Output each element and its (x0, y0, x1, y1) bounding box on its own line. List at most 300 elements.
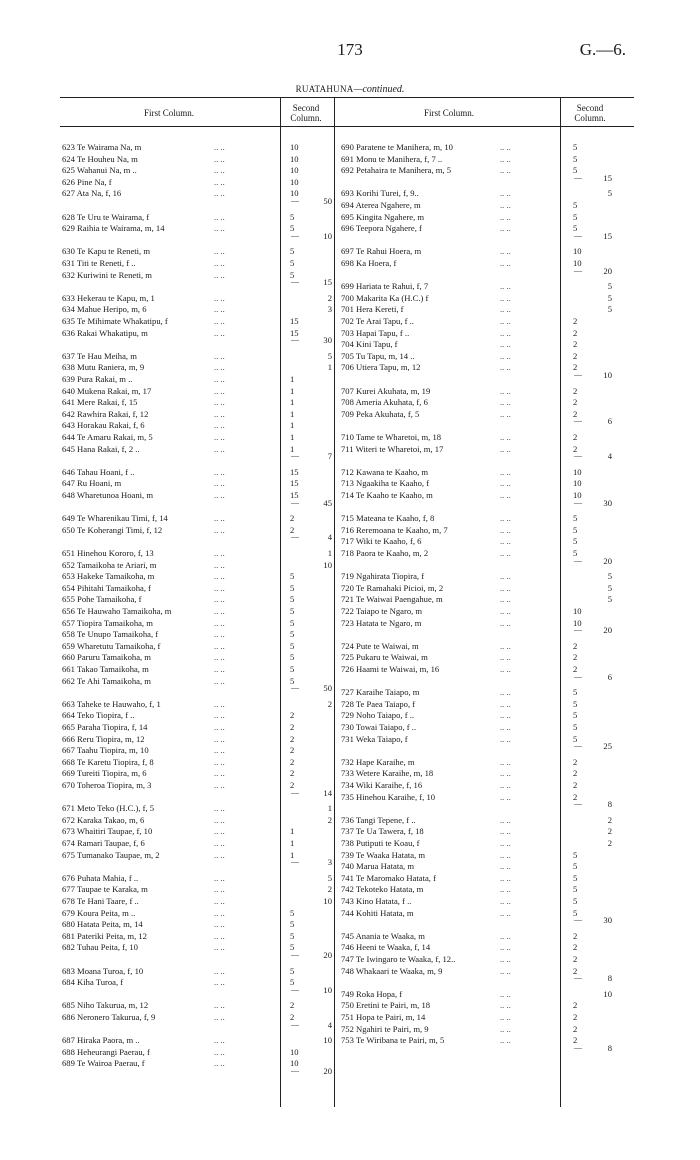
entry-number: 684 (62, 977, 75, 988)
entry-name (341, 837, 420, 849)
ledger-row (62, 825, 332, 837)
leader-dots: .. .. (500, 142, 511, 152)
entry-text: Titi te Reneti, f .. (76, 258, 136, 268)
second-column-value: 2 (573, 942, 578, 953)
second-column-value: 1 (290, 420, 295, 431)
leader-dots: .. .. (214, 710, 225, 721)
entry-text: Te Ua Tawera, f, 18 (355, 826, 424, 837)
single-total: 2 (607, 814, 612, 825)
entry-text: Pura Rakai, m .. (77, 374, 133, 384)
entry-text: Paratene te Manihera, m, 10 (356, 142, 453, 152)
entry-number: 737 (341, 826, 354, 837)
total-bar: — (574, 497, 582, 507)
entry-name (62, 895, 139, 907)
ledger-row (341, 199, 623, 211)
entry-text: Te Uru te Wairama, f (76, 211, 150, 222)
ledger-row (341, 953, 623, 965)
entry-number: 719 (341, 571, 354, 582)
entry-text: Ngaakiha te Kaaho, f (356, 478, 430, 489)
entry-text: Ramari Taupae, f, 6 (77, 838, 145, 848)
entry-number: 655 (62, 594, 75, 605)
single-total: 2 (327, 698, 332, 709)
ledger-row (62, 466, 332, 478)
entry-number: 648 (62, 490, 75, 500)
entry-text: Tamaikoha te Ariari, m (76, 559, 157, 570)
group-total: 8 (607, 799, 612, 810)
entry-name (341, 1034, 444, 1046)
entry-text: Kingita Ngahere, m (356, 211, 425, 222)
ledger-row (341, 1023, 623, 1035)
entry-text: Taheke te Hauwaho, f, 1 (76, 698, 161, 709)
ledger-row (341, 837, 623, 849)
second-column-value: 2 (290, 710, 295, 721)
second-column-value: 2 (573, 385, 578, 396)
leader-dots: .. .. (500, 861, 511, 872)
single-total: 1 (327, 548, 332, 558)
page-number: 173 (337, 40, 363, 59)
entry-name (62, 257, 136, 269)
entry-number: 708 (341, 397, 354, 408)
leader-dots: .. .. (500, 930, 511, 941)
ledger-row (62, 628, 332, 640)
ledger-row (341, 698, 623, 710)
total-bar: — (291, 787, 299, 797)
entry-number: 691 (341, 153, 354, 164)
entry-name (62, 582, 151, 594)
entry-number: 637 (62, 350, 75, 361)
ledger-row (341, 988, 623, 1000)
total-bar: — (291, 532, 299, 542)
entry-number: 749 (341, 988, 354, 999)
entry-text: Te Wiribana te Pairi, m, 5 (355, 1035, 445, 1046)
leader-dots: .. .. (500, 1035, 511, 1046)
single-total: 5 (607, 304, 612, 315)
entry-text: Haami te Waiwai, m, 16 (356, 664, 440, 674)
second-column-value: 1 (290, 374, 295, 384)
ledger-row (341, 570, 623, 582)
total-bar: — (574, 625, 582, 635)
entry-text: Te Houheu Na, m (76, 153, 138, 164)
ledger-row (62, 709, 332, 721)
group-total: 30 (323, 335, 332, 346)
second-column-value: 15 (290, 466, 299, 477)
single-total: 10 (323, 896, 332, 906)
entry-number: 631 (62, 258, 75, 268)
leader-dots: .. .. (214, 176, 225, 187)
second-column-value: 10 (290, 1046, 299, 1057)
entry-number: 724 (341, 640, 354, 651)
entry-number: 665 (62, 722, 75, 732)
entry-number: 687 (62, 1035, 75, 1046)
leader-dots: .. .. (214, 188, 225, 199)
entry-text: Tangi Tepene, f .. (355, 814, 416, 825)
entry-text: Koura Peita, m .. (77, 907, 136, 918)
entry-text: Ata Na, f, 16 (76, 188, 122, 199)
entry-text: Hape Karaihe, m (356, 756, 415, 767)
ledger-row (62, 211, 332, 223)
leader-dots: .. .. (214, 1058, 225, 1069)
entry-text: Tureiti Tiopira, m, 6 (76, 768, 147, 779)
entry-number: 695 (341, 211, 354, 222)
entry-name (62, 512, 168, 524)
entry-number: 662 (62, 675, 75, 686)
entry-name (341, 849, 425, 861)
entry-name (341, 408, 419, 420)
group-total: 20 (323, 950, 332, 960)
entry-text: Kohiti Hatata, m (356, 907, 414, 918)
total-bar: — (291, 1066, 299, 1075)
entry-name (341, 477, 429, 489)
leader-dots: .. .. (500, 211, 511, 222)
entry-number: 663 (62, 698, 75, 709)
leader-dots: .. .. (214, 432, 225, 442)
entry-text: Hatata Peita, m, 14 (77, 919, 143, 930)
entry-name (341, 443, 443, 455)
entry-text: Mukena Rakai, m, 17 (77, 385, 152, 396)
entry-name (62, 802, 154, 814)
second-column-value: 10 (573, 258, 582, 268)
leader-dots: .. .. (214, 629, 225, 640)
group-total: 6 (607, 671, 612, 682)
entry-number: 636 (62, 327, 75, 338)
leader-dots: .. .. (500, 687, 511, 698)
ledger-row (62, 153, 332, 165)
entry-name (62, 651, 151, 663)
entry-text: Noho Taiapo, f .. (356, 710, 414, 721)
entry-number: 707 (341, 385, 354, 396)
entry-name (62, 315, 168, 327)
second-column-value: 5 (573, 513, 578, 524)
entry-number: 688 (62, 1046, 75, 1057)
entry-number: 654 (62, 582, 75, 593)
second-column-value: 5 (290, 942, 295, 953)
second-column-value: 2 (573, 362, 578, 373)
leader-dots: .. .. (500, 1000, 511, 1011)
entry-number: 625 (62, 165, 75, 176)
entry-number: 651 (62, 548, 75, 558)
entry-number: 699 (341, 281, 354, 292)
entry-text: Pihitahi Tamaikoha, f (77, 582, 151, 593)
leader-dots: .. .. (500, 849, 511, 860)
leader-dots: .. .. (214, 559, 225, 570)
ledger-row (62, 164, 332, 176)
entry-text: Teko Tiopira, f .. (76, 710, 135, 721)
entry-number: 674 (62, 838, 75, 848)
entry-name (62, 327, 148, 339)
entry-name (62, 721, 147, 733)
ledger-row (62, 999, 332, 1011)
total-bar: — (291, 335, 299, 345)
ledger-row (62, 431, 332, 443)
entry-number: 656 (62, 606, 75, 616)
entry-number: 682 (62, 942, 75, 953)
ledger-row (62, 303, 332, 315)
leader-dots: .. .. (214, 1000, 225, 1011)
single-total: 3 (327, 304, 332, 315)
leader-dots: .. .. (214, 664, 225, 674)
document-reference: G.—6. (579, 40, 626, 59)
entry-name (341, 953, 455, 965)
second-column-value: 5 (290, 675, 295, 686)
second-column-value: 2 (290, 745, 295, 756)
entry-text: Pukaru te Waiwai, m (356, 652, 428, 663)
entry-number: 634 (62, 304, 75, 315)
entry-text: Toheroa Tiopira, m, 3 (76, 780, 152, 790)
entry-name (62, 930, 147, 942)
ledger-row (341, 431, 623, 443)
entry-number: 694 (341, 200, 354, 210)
ledger-row (341, 385, 623, 397)
ledger-row (62, 814, 332, 826)
leader-dots: .. .. (214, 490, 225, 500)
entry-text: Rakai Whakatipu, m (77, 327, 148, 338)
second-column-value: 2 (290, 722, 295, 732)
ledger-row (62, 617, 332, 629)
entry-name (62, 825, 152, 837)
group-total: 20 (603, 265, 612, 276)
ledger-row (341, 686, 623, 698)
second-column-value: 2 (290, 524, 295, 535)
entry-number: 696 (341, 223, 354, 234)
second-column-value: 2 (573, 756, 578, 767)
entry-text: Anania te Waaka, m (355, 930, 425, 941)
entry-name (341, 547, 428, 559)
single-total: 5 (607, 292, 612, 303)
leader-dots: .. .. (214, 327, 225, 338)
ledger-row (341, 779, 623, 791)
leader-dots: .. .. (500, 443, 511, 454)
entry-number: 702 (341, 316, 354, 326)
ledger-row (62, 918, 332, 930)
leader-dots: .. .. (214, 466, 225, 477)
entry-text: Hana Rakai, f, 2 .. (77, 443, 140, 454)
single-total: 5 (327, 872, 332, 883)
entry-number: 740 (341, 861, 354, 872)
leader-dots: .. .. (214, 153, 225, 164)
ledger-row (341, 860, 623, 872)
entry-number: 689 (62, 1058, 75, 1069)
leader-dots: .. .. (214, 420, 225, 431)
entry-text: Whaitiri Taupae, f, 10 (76, 826, 153, 837)
entry-number: 630 (62, 246, 75, 257)
second-column-value: 10 (290, 176, 299, 187)
entry-text: Neronero Takurua, f, 9 (77, 1012, 156, 1022)
ledger-row (341, 187, 623, 199)
leader-dots: .. .. (214, 1012, 225, 1022)
total-bar: — (574, 172, 582, 182)
entry-number: 646 (62, 466, 75, 477)
second-column-value: 10 (290, 153, 299, 164)
second-column-value: 2 (573, 397, 578, 408)
second-column-value: 10 (573, 490, 582, 500)
entry-number: 680 (62, 919, 75, 930)
ledger-row (62, 895, 332, 907)
leader-dots: .. .. (214, 884, 225, 895)
entry-name (62, 524, 162, 536)
ledger-row (341, 930, 623, 942)
leader-dots: .. .. (500, 826, 511, 837)
entry-number: 676 (62, 872, 75, 883)
second-column-value: 5 (290, 246, 295, 257)
entry-name (341, 999, 430, 1011)
entry-name (62, 849, 160, 861)
total-bar: — (574, 416, 582, 426)
second-column-value: 1 (290, 443, 295, 454)
entry-text: Marua Hatata, m (356, 861, 415, 872)
second-column-value: 5 (573, 861, 578, 872)
entry-name (341, 930, 425, 942)
second-column-value: 5 (573, 896, 578, 906)
second-column-value: 15 (290, 327, 299, 338)
leader-dots: .. .. (500, 780, 511, 790)
entry-number: 698 (341, 258, 354, 268)
entry-text: Wiki Karaihe, f, 16 (355, 780, 423, 790)
single-total: 5 (327, 350, 332, 361)
entry-text: Makarita Ka (H.C.) f (356, 292, 429, 303)
ledger-row (341, 721, 623, 733)
entry-text: Ngahiri te Pairi, m, 9 (356, 1023, 429, 1034)
group-total: 15 (323, 277, 332, 288)
entry-number: 734 (341, 780, 354, 790)
entry-text: Mahue Heripo, m, 6 (77, 304, 147, 315)
leader-dots: .. .. (214, 698, 225, 709)
second-column-value: 5 (290, 223, 295, 234)
entry-name (341, 883, 423, 895)
entry-text: Tu Tapu, m, 14 .. (355, 350, 415, 361)
leader-dots: .. .. (214, 675, 225, 686)
entry-text: Heeni te Waaka, f, 14 (356, 942, 431, 953)
entry-number: 692 (341, 165, 354, 176)
entry-name (62, 559, 156, 571)
second-column-value: 10 (573, 466, 582, 477)
entry-number: 683 (62, 965, 75, 976)
second-column-value: 2 (290, 513, 295, 524)
entry-number: 652 (62, 559, 75, 570)
second-column-value: 5 (573, 223, 578, 234)
ledger-row (62, 176, 332, 188)
group-total: 30 (603, 497, 612, 508)
entry-name (341, 361, 420, 373)
entry-text: Mateana te Kaaho, f, 8 (356, 513, 435, 524)
entry-number: 628 (62, 211, 75, 222)
single-total: 10 (603, 988, 612, 999)
entry-number: 706 (341, 362, 354, 373)
group-total: 45 (323, 497, 332, 508)
entry-number: 672 (62, 814, 75, 825)
leader-dots: .. .. (500, 432, 511, 442)
entry-number: 744 (341, 907, 354, 918)
entry-text: Petahaira te Manihera, m, 5 (356, 165, 452, 176)
entry-number: 639 (62, 374, 75, 384)
leader-dots: .. .. (214, 919, 225, 930)
ledger-row (341, 593, 623, 605)
second-column-value: 15 (290, 478, 299, 489)
second-column-value: 5 (290, 594, 295, 605)
entry-number: 701 (341, 304, 354, 315)
entry-text: Kino Hatata, f .. (356, 896, 412, 906)
entry-name (62, 744, 149, 756)
entry-name (62, 733, 145, 745)
leader-dots: .. .. (500, 617, 511, 628)
entry-number: 645 (62, 443, 75, 454)
ledger-row (341, 338, 623, 350)
ledger-row (341, 524, 623, 536)
ledger-row (62, 373, 332, 385)
single-total: 5 (607, 281, 612, 292)
leader-dots: .. .. (214, 571, 225, 582)
entry-number: 641 (62, 397, 75, 408)
entry-number: 742 (341, 884, 354, 895)
entry-text: Heheurangi Paerau, f (77, 1046, 150, 1057)
leader-dots: .. .. (214, 385, 225, 396)
entry-number: 745 (341, 930, 354, 941)
leader-dots: .. .. (500, 524, 511, 535)
entry-name (62, 976, 123, 988)
leader-dots: .. .. (214, 606, 225, 616)
entry-text: Rawhira Rakai, f, 12 (77, 408, 149, 419)
second-column-value: 2 (573, 327, 578, 338)
second-column-value: 5 (573, 548, 578, 558)
second-column-value: 5 (573, 687, 578, 698)
leader-dots: .. .. (214, 965, 225, 976)
entry-text: Hera Kereti, f (356, 304, 404, 315)
leader-dots: .. .. (214, 907, 225, 918)
entry-text: Reremoana te Kaaho, m, 7 (356, 524, 448, 535)
entry-text: Te Paea Taiapo, f (355, 698, 416, 709)
leader-dots: .. .. (500, 733, 511, 744)
entry-number: 673 (62, 826, 75, 837)
leader-dots: .. .. (500, 652, 511, 663)
right-first-column-header: First Column. (423, 108, 474, 118)
second-column-value: 5 (290, 930, 295, 941)
ledger-row (62, 802, 332, 814)
entry-name (62, 883, 148, 895)
second-column-value: 5 (573, 733, 578, 744)
ledger-row (341, 872, 623, 884)
entry-name (341, 698, 415, 710)
leader-dots: .. .. (214, 582, 225, 593)
entry-name (341, 617, 421, 629)
total-bar: — (574, 671, 582, 681)
ledger-row (62, 547, 332, 559)
ledger-row (62, 361, 332, 373)
single-total: 1 (327, 362, 332, 373)
entry-number: 743 (341, 896, 354, 906)
entry-number: 666 (62, 733, 75, 744)
single-total: 2 (327, 884, 332, 895)
ledger-row (62, 883, 332, 895)
entry-name (341, 825, 424, 837)
entry-number: 704 (341, 339, 354, 350)
ledger-row (341, 941, 623, 953)
leader-dots: .. .. (500, 791, 511, 802)
entry-number: 710 (341, 432, 354, 442)
leader-dots: .. .. (500, 768, 511, 779)
leader-dots: .. .. (214, 142, 225, 152)
leader-dots: .. .. (214, 942, 225, 953)
ledger-row (62, 141, 332, 153)
leader-dots: .. .. (500, 884, 511, 895)
entry-number: 681 (62, 930, 75, 941)
leader-dots: .. .. (500, 954, 511, 964)
entry-name (341, 187, 419, 199)
ledger-row (341, 535, 623, 547)
entry-text: Monu te Manihera, f, 7 .. (356, 153, 443, 164)
entry-name (62, 419, 145, 431)
leader-dots: .. .. (500, 246, 511, 257)
entry-name (62, 373, 132, 385)
entry-text: Kuriwini te Reneti, m (77, 269, 152, 280)
